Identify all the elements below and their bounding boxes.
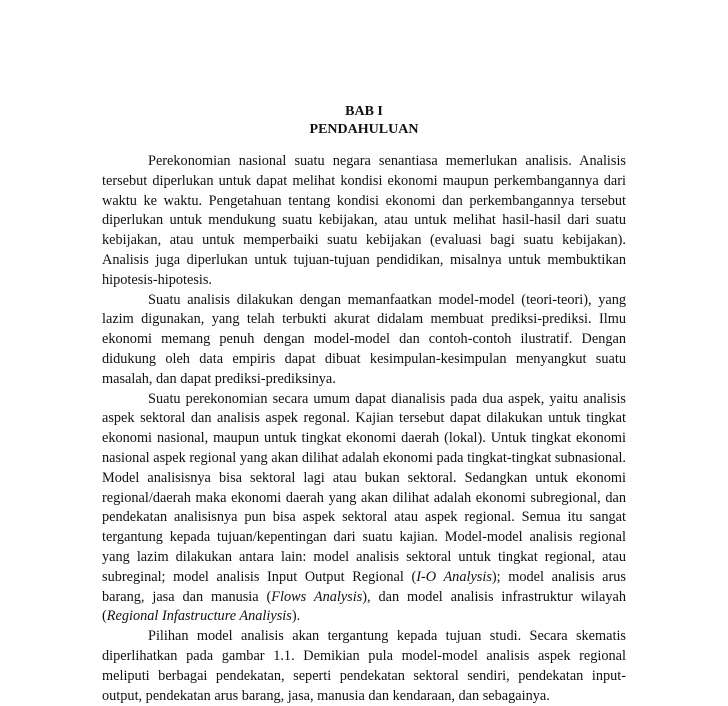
infrastructure-analysis-term: Regional Infastructure Analiysis: [106, 608, 292, 625]
paragraph-3-part-c: ), dan model analisis infrastruktur wilayah (: [102, 588, 627, 625]
paragraph-3-part-d: ).: [291, 608, 301, 625]
paragraph-3: [102, 390, 626, 628]
chapter-label: BAB I: [345, 104, 383, 119]
chapter-title: PENDAHULUAN: [309, 122, 419, 137]
paragraph-1: Perekonomian nasional suatu negara senantiasa memerlukan analisis. Analisis tersebut diperlukan untuk dapat melihat kondisi ekonomi maupun perkembangannya dari waktu ke waktu. Pengetahuan tentang kondisi ekonomi dan perkembangannya tersebut diperlukan untuk mendukung suatu kebijakan, atau untuk melihat hasil-hasil dari suatu kebijakan, atau untuk memperbaiki suatu kebijakan (evaluasi bagi suatu kebijakan). Analisis juga diperlukan untuk tujuan-tujuan pendidikan, misalnya untuk membuktikan hipotesis-hipotesis.: [102, 153, 626, 288]
paragraph-3-part-a: Suatu perekonomian secara umum dapat dianalisis pada dua aspek, yaitu analisis aspek sektoral dan analisis aspek regonal. Kajian tersebut dapat dilakukan untuk tingkat ekonomi nasional, maupun untuk tingkat ekonomi daerah (lokal). Untuk tingkat ekonomi nasional aspek regional yang akan dilihat adalah ekonomi pada tingkat-tingkat subnasional. Model analisisnya bisa sektoral lagi atau bukan sektoral. Sedangkan untuk ekonomi regional/daerah maka ekonomi daerah yang akan dilihat adalah ekonomi subregional, dan pendekatan analisisnya pun bisa aspek sektoral atau aspek regional. Semua itu sangat tergantung kepada tujuan/kepentingan dari suatu kajian. Model-model analisis regional yang lazim dilakukan antara lain: model analisis sektoral untuk tingkat regional, atau subreginal; model analisis Input Output Regional (: [102, 390, 626, 585]
paragraph-2: Suatu analisis dilakukan dengan memanfaatkan model-model (teori-teori), yang lazim digunakan, yang telah terbukti akurat didalam membuat prediksi-prediksi. Ilmu ekonomi memang penuh dengan model-model dan contoh-contoh ilustratif. Dengan didukung oleh data empiris dapat dibuat kesimpulan-kesimpulan menyangkut suatu masalah, dan dapat prediksi-prediksinya.: [102, 291, 626, 387]
body-text: [102, 152, 626, 706]
io-analysis-term: I-O Analysis: [416, 568, 492, 585]
paragraph-4: Pilihan model analisis akan tergantung kepada tujuan studi. Secara skematis diperlihatkan pada gambar 1.1. Demikian pula model-model analisis aspek regional meliputi berbagai pendekatan, seperti pendekatan sektoral sendiri, pendekatan input-output, pendekatan arus barang, jasa, manusia dan kendaraan, dan sebagainya.: [102, 628, 626, 704]
flows-analysis-term: Flows Analysis: [271, 588, 363, 605]
chapter-heading: [100, 103, 628, 139]
paragraph-3-part-b: ); model analisis arus barang, jasa dan manusia (: [102, 568, 626, 605]
